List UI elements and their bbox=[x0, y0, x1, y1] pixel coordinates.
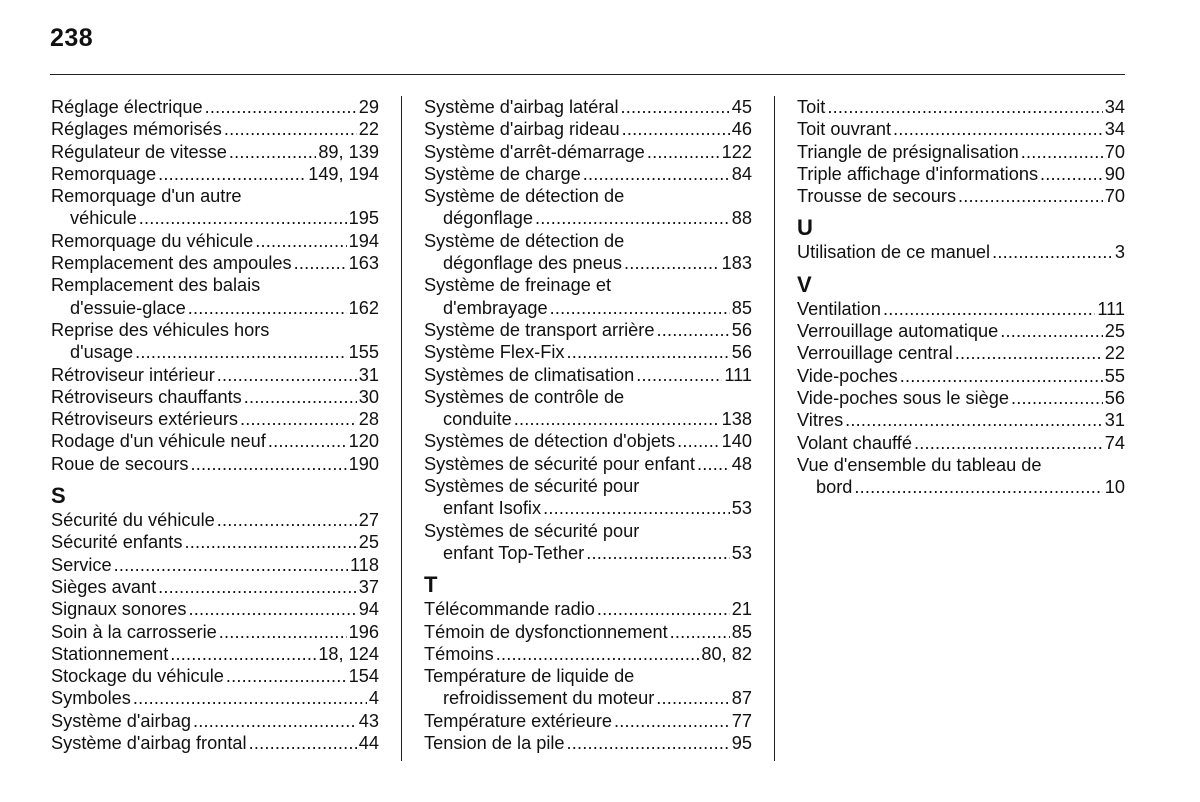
index-entry bbox=[424, 341, 752, 363]
index-entry-label: Stockage du véhicule bbox=[51, 666, 224, 687]
dot-leader bbox=[567, 732, 730, 754]
index-column-2 bbox=[424, 96, 752, 754]
index-entry-label: Témoins bbox=[424, 643, 494, 664]
header-rule bbox=[50, 74, 1125, 75]
index-entry-page: 56 bbox=[731, 319, 752, 340]
index-entry-page: 43 bbox=[358, 710, 379, 731]
index-entry-label: Triple affichage d'informations bbox=[797, 163, 1039, 184]
index-entry-page: 25 bbox=[358, 532, 379, 553]
dot-leader bbox=[193, 710, 357, 732]
dot-leader bbox=[914, 432, 1103, 454]
index-entry-label: Triangle de présignalisation bbox=[797, 141, 1019, 162]
index-entry bbox=[797, 141, 1125, 163]
index-entry bbox=[424, 643, 752, 665]
index-column-1 bbox=[51, 96, 379, 754]
dot-leader bbox=[170, 643, 316, 665]
index-entry-page: 45 bbox=[731, 97, 752, 117]
index-entry-page: 162 bbox=[348, 297, 379, 318]
dot-leader bbox=[670, 621, 730, 643]
index-entry-page: 22 bbox=[358, 119, 379, 140]
index-entry-page: 46 bbox=[731, 119, 752, 140]
index-entry-heading: Remplacement des balais bbox=[51, 275, 261, 296]
index-entry bbox=[797, 387, 1125, 409]
index-entry bbox=[51, 531, 379, 553]
index-entry-heading: Température de liquide de bbox=[424, 666, 635, 687]
dot-leader bbox=[958, 185, 1103, 207]
index-entry-page: 29 bbox=[358, 97, 379, 117]
page-number: 238 bbox=[50, 24, 94, 52]
index-entry bbox=[797, 96, 1125, 118]
index-entry-page: 80, 82 bbox=[701, 643, 752, 664]
index-entry bbox=[51, 576, 379, 598]
dot-leader bbox=[191, 453, 347, 475]
index-entry bbox=[51, 252, 379, 274]
dot-leader bbox=[1040, 163, 1103, 185]
index-entry-label: d'usage bbox=[70, 342, 134, 363]
index-entry-label: Remorquage du véhicule bbox=[51, 230, 254, 251]
index-entry-label: Soin à la carrosserie bbox=[51, 621, 217, 642]
index-entry-heading: Système de détection de bbox=[424, 230, 625, 251]
index-entry-page: 195 bbox=[348, 208, 379, 229]
index-entry-page: 44 bbox=[358, 733, 379, 754]
index-entry-page: 56 bbox=[731, 342, 752, 363]
dot-leader bbox=[535, 207, 730, 229]
index-entry-page: 154 bbox=[348, 666, 379, 687]
index-entry-page: 37 bbox=[358, 576, 379, 597]
index-entry-label: Témoin de dysfonctionnement bbox=[424, 621, 668, 642]
index-entry bbox=[51, 643, 379, 665]
index-entry bbox=[424, 96, 752, 118]
index-entry-label: Rétroviseurs chauffants bbox=[51, 386, 242, 407]
dot-leader bbox=[677, 430, 719, 452]
index-entry-heading: Systèmes de contrôle de bbox=[424, 386, 625, 407]
dot-leader bbox=[240, 408, 357, 430]
index-entry-page: 70 bbox=[1104, 186, 1125, 207]
dot-leader bbox=[188, 598, 356, 620]
index-entry-label: enfant Top-Tether bbox=[443, 542, 585, 563]
dot-leader bbox=[622, 118, 730, 140]
index-entry-page: 138 bbox=[721, 409, 752, 430]
index-entry-label: Stationnement bbox=[51, 643, 169, 664]
index-entry bbox=[797, 163, 1125, 185]
dot-leader bbox=[188, 297, 347, 319]
index-entry bbox=[424, 319, 752, 341]
index-entry bbox=[424, 598, 752, 620]
section-letter: T bbox=[424, 572, 438, 598]
index-entry bbox=[424, 408, 752, 430]
column-divider bbox=[401, 96, 402, 761]
index-column-3 bbox=[797, 96, 1125, 498]
dot-leader bbox=[656, 319, 729, 341]
index-entry-page: 53 bbox=[731, 542, 752, 563]
dot-leader bbox=[614, 710, 730, 732]
index-entry bbox=[424, 621, 752, 643]
dot-leader bbox=[1011, 387, 1103, 409]
dot-leader bbox=[656, 687, 729, 709]
index-entry-label: refroidissement du moteur bbox=[443, 688, 655, 709]
index-entry bbox=[51, 430, 379, 452]
dot-leader bbox=[229, 141, 316, 163]
index-entry-page: 77 bbox=[731, 710, 752, 731]
index-entry-page: 25 bbox=[1104, 321, 1125, 342]
index-entry bbox=[424, 118, 752, 140]
dot-leader bbox=[217, 364, 357, 386]
index-entry-label: Système de transport arrière bbox=[424, 319, 655, 340]
index-entry-page: 3 bbox=[1114, 242, 1125, 263]
dot-leader bbox=[624, 252, 720, 274]
index-entry-page: 30 bbox=[358, 386, 379, 407]
index-entry bbox=[51, 118, 379, 140]
dot-leader bbox=[636, 364, 722, 386]
index-entry-label: d'essuie-glace bbox=[70, 297, 186, 318]
index-entry-label: Système Flex-Fix bbox=[424, 342, 565, 363]
index-entry-label: Système d'airbag latéral bbox=[424, 97, 619, 117]
index-entry-page: 74 bbox=[1104, 432, 1125, 453]
index-entry bbox=[51, 408, 379, 430]
index-entry-page: 31 bbox=[358, 364, 379, 385]
index-entry-page: 22 bbox=[1104, 343, 1125, 364]
index-entry-label: Symboles bbox=[51, 688, 131, 709]
index-entry-heading: Systèmes de sécurité pour bbox=[424, 476, 640, 497]
index-entry-page: 84 bbox=[731, 163, 752, 184]
index-entry-page: 34 bbox=[1104, 97, 1125, 117]
dot-leader bbox=[114, 554, 348, 576]
index-entry bbox=[797, 241, 1125, 263]
index-entry-label: Verrouillage automatique bbox=[797, 321, 999, 342]
index-entry bbox=[51, 96, 379, 118]
index-entry bbox=[424, 430, 752, 452]
index-entry-page: 118 bbox=[350, 554, 379, 575]
index-entry-label: Signaux sonores bbox=[51, 599, 187, 620]
dot-leader bbox=[827, 96, 1102, 118]
index-entry-label: Réglage électrique bbox=[51, 97, 203, 117]
index-entry-page: 155 bbox=[348, 342, 379, 363]
index-entry-label: Régulateur de vitesse bbox=[51, 141, 227, 162]
index-entry-heading: Vue d'ensemble du tableau de bbox=[797, 454, 1042, 475]
dot-leader bbox=[854, 476, 1102, 498]
index-entry bbox=[51, 453, 379, 475]
index-entry-label: Vitres bbox=[797, 410, 844, 431]
dot-leader bbox=[586, 542, 730, 564]
index-entry-label: conduite bbox=[443, 409, 512, 430]
index-entry bbox=[424, 252, 752, 274]
index-entry bbox=[424, 141, 752, 163]
section-letter: S bbox=[51, 483, 66, 509]
index-entry bbox=[797, 118, 1125, 140]
dot-leader bbox=[158, 163, 306, 185]
index-entry-page: 48 bbox=[731, 453, 752, 474]
index-entry-label: Système d'airbag frontal bbox=[51, 733, 247, 754]
index-entry-page: 122 bbox=[721, 141, 752, 162]
dot-leader bbox=[135, 341, 346, 363]
index-entry-label: Verrouillage central bbox=[797, 343, 953, 364]
index-entry-label: Utilisation de ce manuel bbox=[797, 242, 991, 263]
index-entry bbox=[51, 598, 379, 620]
dot-leader bbox=[217, 509, 357, 531]
index-entry-page: 89, 139 bbox=[318, 141, 379, 162]
index-entry-page: 4 bbox=[368, 688, 379, 709]
index-entry-page: 88 bbox=[731, 208, 752, 229]
dot-leader bbox=[647, 141, 720, 163]
index-entry-page: 53 bbox=[731, 498, 752, 519]
dot-leader bbox=[900, 365, 1103, 387]
index-entry bbox=[424, 542, 752, 564]
dot-leader bbox=[845, 409, 1103, 431]
index-entry bbox=[51, 230, 379, 252]
index-entry-page: 85 bbox=[731, 621, 752, 642]
index-entry bbox=[424, 364, 752, 386]
index-entry-page: 111 bbox=[1097, 298, 1125, 319]
dot-leader bbox=[550, 297, 730, 319]
index-entry-page: 94 bbox=[358, 599, 379, 620]
index-entry bbox=[424, 297, 752, 319]
index-entry-label: Ventilation bbox=[797, 298, 881, 319]
index-entry bbox=[51, 554, 379, 576]
dot-leader bbox=[205, 96, 357, 118]
index-entry-page: 56 bbox=[1104, 387, 1125, 408]
index-entry-page: 34 bbox=[1104, 119, 1125, 140]
index-entry-label: Trousse de secours bbox=[797, 186, 957, 207]
index-entry-label: Systèmes de climatisation bbox=[424, 364, 635, 385]
dot-leader bbox=[893, 118, 1103, 140]
index-entry-label: Réglages mémorisés bbox=[51, 119, 222, 140]
dot-leader bbox=[543, 497, 730, 519]
index-entry-label: Système d'airbag bbox=[51, 710, 191, 731]
dot-leader bbox=[514, 408, 720, 430]
index-entry bbox=[51, 207, 379, 229]
index-entry bbox=[797, 365, 1125, 387]
dot-leader bbox=[224, 118, 357, 140]
index-entry bbox=[424, 732, 752, 754]
dot-leader bbox=[583, 163, 730, 185]
index-entry bbox=[424, 207, 752, 229]
section-letter: V bbox=[797, 271, 812, 297]
index-entry bbox=[797, 342, 1125, 364]
index-entry bbox=[797, 432, 1125, 454]
index-entry-label: Rétroviseurs extérieurs bbox=[51, 409, 238, 430]
dot-leader bbox=[139, 207, 347, 229]
dot-leader bbox=[255, 230, 346, 252]
index-entry bbox=[424, 163, 752, 185]
index-entry bbox=[797, 409, 1125, 431]
index-entry bbox=[51, 509, 379, 531]
index-entry-page: 28 bbox=[358, 409, 379, 430]
dot-leader bbox=[294, 252, 347, 274]
index-entry-heading: Système de freinage et bbox=[424, 275, 612, 296]
index-entry-label: Vide-poches bbox=[797, 365, 898, 386]
index-entry bbox=[797, 320, 1125, 342]
index-entry-label: Toit ouvrant bbox=[797, 119, 892, 140]
index-entry-label: Service bbox=[51, 554, 112, 575]
index-entry bbox=[797, 476, 1125, 498]
dot-leader bbox=[268, 430, 347, 452]
column-divider bbox=[774, 96, 775, 761]
index-entry bbox=[424, 687, 752, 709]
index-entry-label: dégonflage bbox=[443, 208, 534, 229]
index-entry bbox=[51, 687, 379, 709]
index-entry bbox=[797, 298, 1125, 320]
index-entry bbox=[51, 710, 379, 732]
index-entry-heading: Systèmes de sécurité pour bbox=[424, 520, 640, 541]
index-entry-heading: Reprise des véhicules hors bbox=[51, 319, 270, 340]
index-entry-label: Rodage d'un véhicule neuf bbox=[51, 431, 266, 452]
index-entry-page: 183 bbox=[721, 253, 752, 274]
index-entry-page: 18, 124 bbox=[318, 643, 379, 664]
index-entry-label: bord bbox=[816, 477, 853, 498]
index-entry-page: 111 bbox=[724, 364, 752, 385]
index-entry-label: Système de charge bbox=[424, 163, 581, 184]
index-entry bbox=[424, 710, 752, 732]
index-entry-heading: Remorquage d'un autre bbox=[51, 186, 242, 207]
index-entry-page: 196 bbox=[348, 621, 379, 642]
index-entry-heading: Système de détection de bbox=[424, 186, 625, 207]
index-entry-label: d'embrayage bbox=[443, 297, 548, 318]
index-entry-page: 31 bbox=[1104, 410, 1125, 431]
index-entry-label: dégonflage des pneus bbox=[443, 253, 622, 274]
index-entry-label: enfant Isofix bbox=[443, 498, 542, 519]
index-entry bbox=[51, 621, 379, 643]
dot-leader bbox=[1000, 320, 1103, 342]
index-entry bbox=[51, 341, 379, 363]
dot-leader bbox=[697, 453, 730, 475]
index-entry-page: 21 bbox=[731, 599, 752, 620]
index-entry-page: 120 bbox=[348, 431, 379, 452]
dot-leader bbox=[133, 687, 367, 709]
index-entry bbox=[51, 665, 379, 687]
index-entry bbox=[51, 732, 379, 754]
index-entry-label: Rétroviseur intérieur bbox=[51, 364, 215, 385]
index-entry-label: Roue de secours bbox=[51, 453, 189, 474]
index-entry-page: 90 bbox=[1104, 163, 1125, 184]
index-entry bbox=[51, 364, 379, 386]
index-entry-label: Tension de la pile bbox=[424, 733, 565, 754]
dot-leader bbox=[184, 531, 356, 553]
index-entry bbox=[51, 141, 379, 163]
index-entry-page: 10 bbox=[1104, 477, 1125, 498]
index-entry-label: véhicule bbox=[70, 208, 137, 229]
index-entry-label: Systèmes de détection d'objets bbox=[424, 431, 676, 452]
dot-leader bbox=[244, 386, 357, 408]
index-entry-label: Vide-poches sous le siège bbox=[797, 387, 1009, 408]
index-entry-page: 95 bbox=[731, 733, 752, 754]
index-entry-label: Sièges avant bbox=[51, 576, 157, 597]
index-entry bbox=[51, 163, 379, 185]
index-entry-page: 70 bbox=[1104, 141, 1125, 162]
index-entry-label: Sécurité du véhicule bbox=[51, 510, 215, 531]
index-entry-label: Système d'arrêt-démarrage bbox=[424, 141, 645, 162]
index-entry-label: Système d'airbag rideau bbox=[424, 119, 620, 140]
index-entry-label: Température extérieure bbox=[424, 710, 613, 731]
index-entry-page: 87 bbox=[731, 688, 752, 709]
dot-leader bbox=[496, 643, 700, 665]
dot-leader bbox=[1021, 141, 1103, 163]
index-entry-label: Systèmes de sécurité pour enfant bbox=[424, 453, 695, 474]
dot-leader bbox=[226, 665, 347, 687]
dot-leader bbox=[249, 732, 357, 754]
dot-leader bbox=[992, 241, 1113, 263]
section-letter: U bbox=[797, 215, 813, 241]
index-entry bbox=[51, 386, 379, 408]
dot-leader bbox=[597, 598, 730, 620]
dot-leader bbox=[955, 342, 1103, 364]
index-entry-page: 149, 194 bbox=[308, 163, 379, 184]
index-entry bbox=[797, 185, 1125, 207]
dot-leader bbox=[158, 576, 357, 598]
index-entry-label: Volant chauffé bbox=[797, 432, 912, 453]
index-entry-page: 163 bbox=[348, 253, 379, 274]
dot-leader bbox=[566, 341, 729, 363]
dot-leader bbox=[883, 298, 1095, 320]
index-entry-label: Remplacement des ampoules bbox=[51, 253, 292, 274]
index-entry-page: 194 bbox=[348, 230, 379, 251]
index-entry-label: Toit bbox=[797, 97, 826, 117]
dot-leader bbox=[219, 621, 347, 643]
index-entry bbox=[51, 297, 379, 319]
index-entry-page: 140 bbox=[721, 431, 752, 452]
dot-leader bbox=[621, 96, 730, 118]
index-entry-page: 85 bbox=[731, 297, 752, 318]
index-entry bbox=[424, 453, 752, 475]
index-entry-label: Sécurité enfants bbox=[51, 532, 183, 553]
index-entry bbox=[424, 497, 752, 519]
index-entry-page: 55 bbox=[1104, 365, 1125, 386]
index-entry-label: Télécommande radio bbox=[424, 599, 595, 620]
index-entry-label: Remorquage bbox=[51, 163, 157, 184]
index-entry-page: 27 bbox=[358, 510, 379, 531]
index-entry-page: 190 bbox=[348, 453, 379, 474]
